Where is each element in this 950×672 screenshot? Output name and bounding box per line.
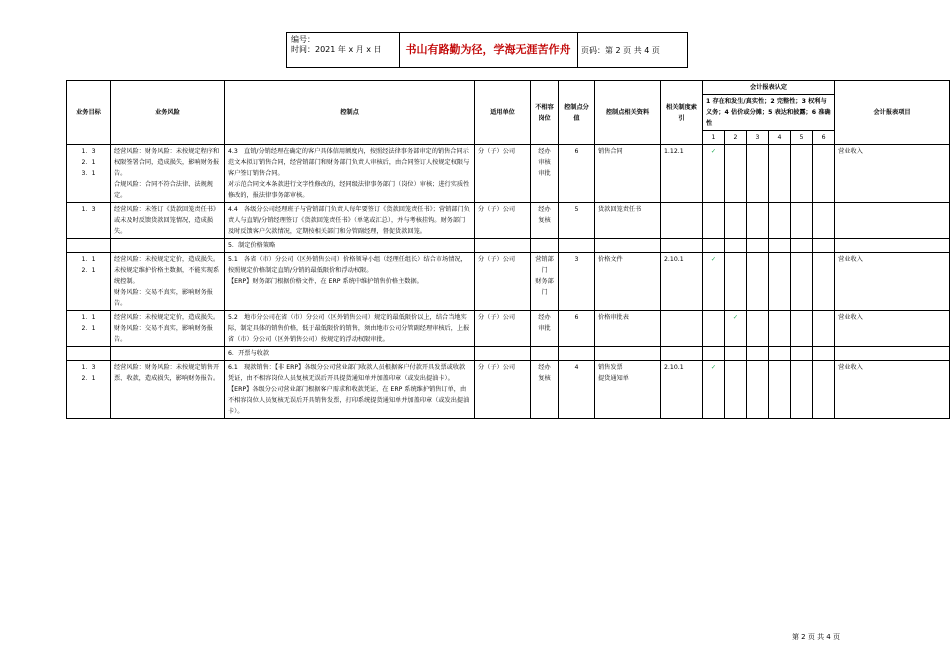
header-motto: 书山有路勤为径，学海无涯苦作舟 (405, 43, 571, 56)
risk-cell: 经营风险：未按规定定价，造成损失。 未按规定维护价格主数据，不能实现系统控制。 财务风险：交易不真实，影响财务报告。 (111, 253, 225, 311)
assertion-check-cell (747, 203, 769, 239)
table-row (67, 203, 950, 239)
empty-cell (791, 347, 813, 361)
assertion-col-header: 5 (791, 131, 813, 145)
assertion-check-cell (769, 145, 791, 203)
assertion-check-cell (813, 145, 835, 203)
header-meta (291, 35, 382, 55)
unit-cell: 分（子）公司 (475, 311, 531, 347)
empty-cell (725, 239, 747, 253)
header-assertions: 会计报表认定 (703, 81, 835, 95)
empty-cell (661, 239, 703, 253)
assertion-check-cell (703, 311, 725, 347)
assertion-check-cell (747, 361, 769, 419)
unit-cell: 分（子）公司 (475, 361, 531, 419)
header-index: 相关制度索引 (661, 81, 703, 145)
empty-cell (475, 347, 531, 361)
header-items: 会计报表项目 (835, 81, 950, 145)
incompat-cell: 经办 复核 (531, 361, 559, 419)
risk-cell: 经营风险：未按规定定价，造成损失。 财务风险：交易不真实，影响财务报告。 (111, 311, 225, 347)
empty-cell (769, 239, 791, 253)
empty-cell (835, 239, 950, 253)
assertion-check-cell (747, 253, 769, 311)
empty-cell (813, 239, 835, 253)
index-cell: 2.10.1 (661, 253, 703, 311)
assertion-check-cell (769, 311, 791, 347)
empty-cell (791, 239, 813, 253)
assertion-check-cell (703, 203, 725, 239)
serial-label: 编号： (291, 35, 315, 44)
assertion-check-cell (725, 253, 747, 311)
assertion-check-cell (791, 311, 813, 347)
goal-cell: 1．1 2．1 (67, 311, 111, 347)
index-cell (661, 311, 703, 347)
assertion-col-header: 2 (725, 131, 747, 145)
assertion-check-cell (747, 145, 769, 203)
section-row (67, 347, 950, 361)
header-unit: 适用单位 (475, 81, 531, 145)
assertion-check-cell: ✓ (703, 145, 725, 203)
empty-cell (747, 239, 769, 253)
index-cell: 1.12.1 (661, 145, 703, 203)
header-divider (577, 33, 578, 67)
items-cell: 营业收入 (835, 311, 950, 347)
empty-cell (747, 347, 769, 361)
empty-cell (661, 347, 703, 361)
assertion-check-cell (791, 203, 813, 239)
header-control: 控制点 (225, 81, 475, 145)
score-cell: 4 (559, 361, 595, 419)
table-row (67, 311, 950, 347)
assertion-col-header: 6 (813, 131, 835, 145)
score-cell: 3 (559, 253, 595, 311)
empty-cell (111, 239, 225, 253)
assertion-check-cell (725, 203, 747, 239)
header-score: 控制点分值 (559, 81, 595, 145)
header-goal: 业务目标 (67, 81, 111, 145)
score-cell: 6 (559, 311, 595, 347)
incompat-cell: 经办 复核 (531, 203, 559, 239)
assertion-check-cell (725, 361, 747, 419)
time-label: 时间：2021 年 x 月 x 日 (291, 45, 382, 54)
incompat-cell: 经办 审核 审批 (531, 145, 559, 203)
assertion-check-cell (747, 311, 769, 347)
assertion-check-cell (791, 253, 813, 311)
risk-cell: 经营风险：未签订《货款回笼责任书》或未及时反馈货款回笼情况，造成损失。 (111, 203, 225, 239)
assertion-check-cell (813, 361, 835, 419)
empty-cell (595, 239, 661, 253)
assertion-check-cell (813, 253, 835, 311)
empty-cell (531, 347, 559, 361)
empty-cell (559, 239, 595, 253)
header-docs: 控制点相关资料 (595, 81, 661, 145)
header-assertions-desc: 1 存在和发生/真实性；2 完整性；3 权利与义务；4 估价或分摊；5 表达和披露；6 准确性 (703, 95, 835, 131)
empty-cell (111, 347, 225, 361)
items-cell: 营业收入 (835, 253, 950, 311)
control-cell: 5.2 地市分公司在省（市）分公司（区外销售公司）规定的最低限价以上，结合当地实际，制定具体的销售价格，低于最低限价的销售，须由地市公司分管副经理审核后，上报省（市）分公司（区外销售公司）按规定的浮动权限审批。 (225, 311, 475, 347)
table-row (67, 145, 950, 203)
empty-cell (725, 347, 747, 361)
assertion-check-cell (769, 361, 791, 419)
risk-cell: 经营风险：财务风险：未按规定销售开票、收款，造成损失，影响财务报告。 (111, 361, 225, 419)
page-header (286, 32, 688, 68)
items-cell: 营业收入 (835, 145, 950, 203)
assertion-check-cell (813, 311, 835, 347)
footer-page-number: 第 2 页 共 4 页 (791, 633, 840, 641)
assertion-check-cell: ✓ (703, 253, 725, 311)
control-cell: 5.1 各省（市）分公司（区外销售公司）价格领导小组（经理任组长）结合市场情况，按照规定价格制定直销/分销的最低限价和浮动权限。 【ERP】财务部门根据价格文件，在 ERP 系统中维护销售价格主数据。 (225, 253, 475, 311)
unit-cell: 分（子）公司 (475, 203, 531, 239)
unit-cell: 分（子）公司 (475, 145, 531, 203)
incompat-cell: 营销部门 财务部门 (531, 253, 559, 311)
table-row (67, 361, 950, 419)
header-risk: 业务风险 (111, 81, 225, 145)
docs-cell: 销售发票 提货通知单 (595, 361, 661, 419)
empty-cell (67, 239, 111, 253)
items-cell (835, 203, 950, 239)
header-incompat: 不相容岗位 (531, 81, 559, 145)
empty-cell (475, 239, 531, 253)
assertion-col-header: 3 (747, 131, 769, 145)
control-cell: 4.4 各级分公司经理班子与营销部门负责人每年要签订《货款回笼责任书》；营销部门负责人与直销/分销经理签订《货款回笼责任书》（单笔或汇总），并与考核挂钩。财务部门及时反馈客户欠款情况，定期按相关部门和分管副经理，督促货款回笼。 (225, 203, 475, 239)
assertion-check-cell (791, 145, 813, 203)
assertion-check-cell: ✓ (703, 361, 725, 419)
assertion-check-cell (769, 203, 791, 239)
empty-cell (835, 347, 950, 361)
docs-cell: 价格审批表 (595, 311, 661, 347)
control-cell: 6.1 现款销售：【非 ERP】各级分公司营业部门收款人员根据客户付款开具发票或收款凭证，由不相容岗位人员复核无误后开具提货通知单并加盖印章（或发出提油卡）。 【ERP】各级分公司营业部门根据客户需求和收款凭证，在 ERP 系统维护销售订单，由不相容岗位人员复核无误后开具销售发票，打印系统提货通知单并加盖印章（或发出提油卡）。 (225, 361, 475, 419)
empty-cell (703, 239, 725, 253)
assertion-col-header: 1 (703, 131, 725, 145)
index-cell: 2.10.1 (661, 361, 703, 419)
assertion-check-cell (791, 361, 813, 419)
risk-cell: 经营风险：财务风险：未按规定程序和权限签署合同，造成损失，影响财务报告。 合规风险：合同不符合法律、法规规定。 (111, 145, 225, 203)
empty-cell (703, 347, 725, 361)
index-cell (661, 203, 703, 239)
docs-cell: 价格文件 (595, 253, 661, 311)
table-row (67, 253, 950, 311)
items-cell: 营业收入 (835, 361, 950, 419)
empty-cell (769, 347, 791, 361)
empty-cell (595, 347, 661, 361)
unit-cell: 分（子）公司 (475, 253, 531, 311)
score-cell: 6 (559, 145, 595, 203)
empty-cell (67, 347, 111, 361)
empty-cell (813, 347, 835, 361)
empty-cell (559, 347, 595, 361)
goal-cell: 1．1 2．1 (67, 253, 111, 311)
docs-cell: 销售合同 (595, 145, 661, 203)
assertion-check-cell (725, 145, 747, 203)
score-cell: 5 (559, 203, 595, 239)
assertion-check-cell: ✓ (725, 311, 747, 347)
goal-cell: 1．3 2．1 3．1 (67, 145, 111, 203)
incompat-cell: 经办 审批 (531, 311, 559, 347)
goal-cell: 1．3 (67, 203, 111, 239)
goal-cell: 1．3 2．1 (67, 361, 111, 419)
section-title: 5．制定价格策略 (225, 239, 475, 253)
header-page-label: 页码：第 2 页 共 4 页 (581, 46, 660, 55)
assertion-col-header: 4 (769, 131, 791, 145)
section-title: 6．开票与收款 (225, 347, 475, 361)
control-table (66, 80, 950, 419)
control-cell: 4.3 直销/分销经理在确定的客户具体信用额度内，按照经法律事务部审定的销售合同示范文本拟订销售合同，经营销部门和财务部门负责人审核后，由合同签订人按规定权限与客户签订销售合同。 对示范合同文本条款进行文字性修改的，经同级法律事务部门（岗位）审核；进行实质性修改的，报法律事务部审核。 (225, 145, 475, 203)
empty-cell (531, 239, 559, 253)
docs-cell: 货款回笼责任书 (595, 203, 661, 239)
section-row (67, 239, 950, 253)
assertion-check-cell (813, 203, 835, 239)
assertion-check-cell (769, 253, 791, 311)
